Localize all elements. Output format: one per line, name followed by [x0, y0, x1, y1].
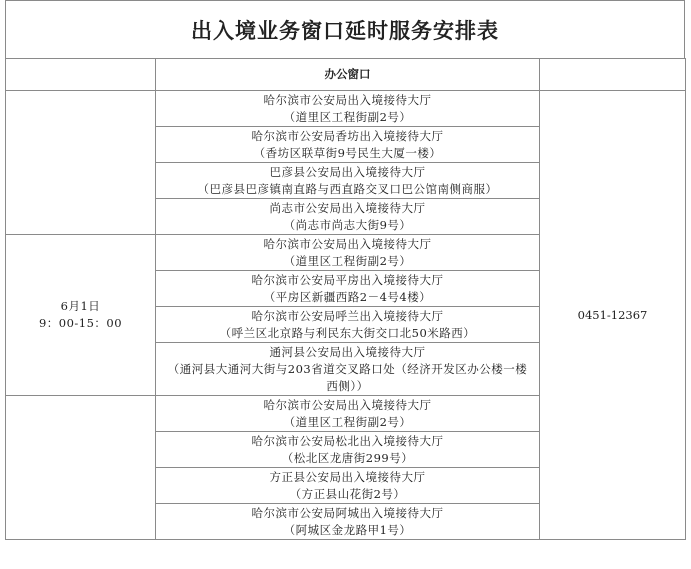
window-cell [156, 271, 540, 307]
window-address: （平房区新疆西路2－4号4楼） [263, 289, 432, 304]
schedule-table [5, 58, 686, 540]
window-name: 通河县公安局出入境接待大厅 [269, 344, 426, 359]
table-row [6, 91, 686, 127]
window-address: （尚志市尚志大街9号） [283, 217, 412, 232]
time-hours: 9：00-15：00 [38, 316, 123, 330]
window-name: 哈尔滨市公安局出入境接待大厅 [263, 236, 432, 251]
header-time [6, 59, 156, 91]
time-cell [6, 235, 156, 396]
schedule-document [5, 0, 685, 566]
window-name: 哈尔滨市公安局松北出入境接待大厅 [251, 433, 444, 448]
window-name: 巴彦县公安局出入境接待大厅 [269, 164, 426, 179]
phone-cell: 0451-12367 [540, 91, 686, 540]
window-address: （道里区工程街副2号） [283, 414, 412, 429]
header-phone [540, 59, 686, 91]
window-cell [156, 307, 540, 343]
window-cell [156, 468, 540, 504]
window-cell [156, 235, 540, 271]
window-address: （道里区工程街副2号） [283, 109, 412, 124]
window-address: （巴彦县巴彦镇南直路与西直路交叉口巴公馆南侧商服） [197, 181, 498, 196]
window-address: （阿城区金龙路甲1号） [283, 522, 412, 537]
window-name: 哈尔滨市公安局阿城出入境接待大厅 [251, 505, 444, 520]
window-address: （松北区龙唐街299号） [281, 450, 414, 465]
window-cell [156, 163, 540, 199]
document-title: 出入境业务窗口延时服务安排表 [5, 0, 685, 58]
window-cell [156, 396, 540, 432]
time-cell [6, 396, 156, 540]
window-name: 方正县公安局出入境接待大厅 [269, 469, 426, 484]
window-name: 哈尔滨市公安局出入境接待大厅 [263, 92, 432, 107]
window-name: 哈尔滨市公安局呼兰出入境接待大厅 [251, 308, 444, 323]
time-cell [6, 91, 156, 235]
window-name: 哈尔滨市公安局出入境接待大厅 [263, 397, 432, 412]
window-cell [156, 432, 540, 468]
window-name: 尚志市公安局出入境接待大厅 [269, 200, 426, 215]
window-cell [156, 343, 540, 396]
header-row [6, 59, 686, 91]
window-cell [156, 127, 540, 163]
window-address: （方正县山花街2号） [289, 486, 406, 501]
window-address: （通河县大通河大街与203省道交叉路口处（经济开发区办公楼一楼西侧）） [167, 361, 528, 393]
window-address: （道里区工程街副2号） [283, 253, 412, 268]
window-cell [156, 91, 540, 127]
window-cell [156, 504, 540, 540]
window-address: （呼兰区北京路与利民东大街交口北50米路西） [219, 325, 476, 340]
window-address: （香坊区联草街9号民生大厦一楼） [253, 145, 442, 160]
window-name: 哈尔滨市公安局平房出入境接待大厅 [251, 272, 444, 287]
header-office-window: 办公窗口 [156, 59, 540, 91]
time-date: 6月1日 [60, 299, 101, 313]
window-name: 哈尔滨市公安局香坊出入境接待大厅 [251, 128, 444, 143]
window-cell [156, 199, 540, 235]
